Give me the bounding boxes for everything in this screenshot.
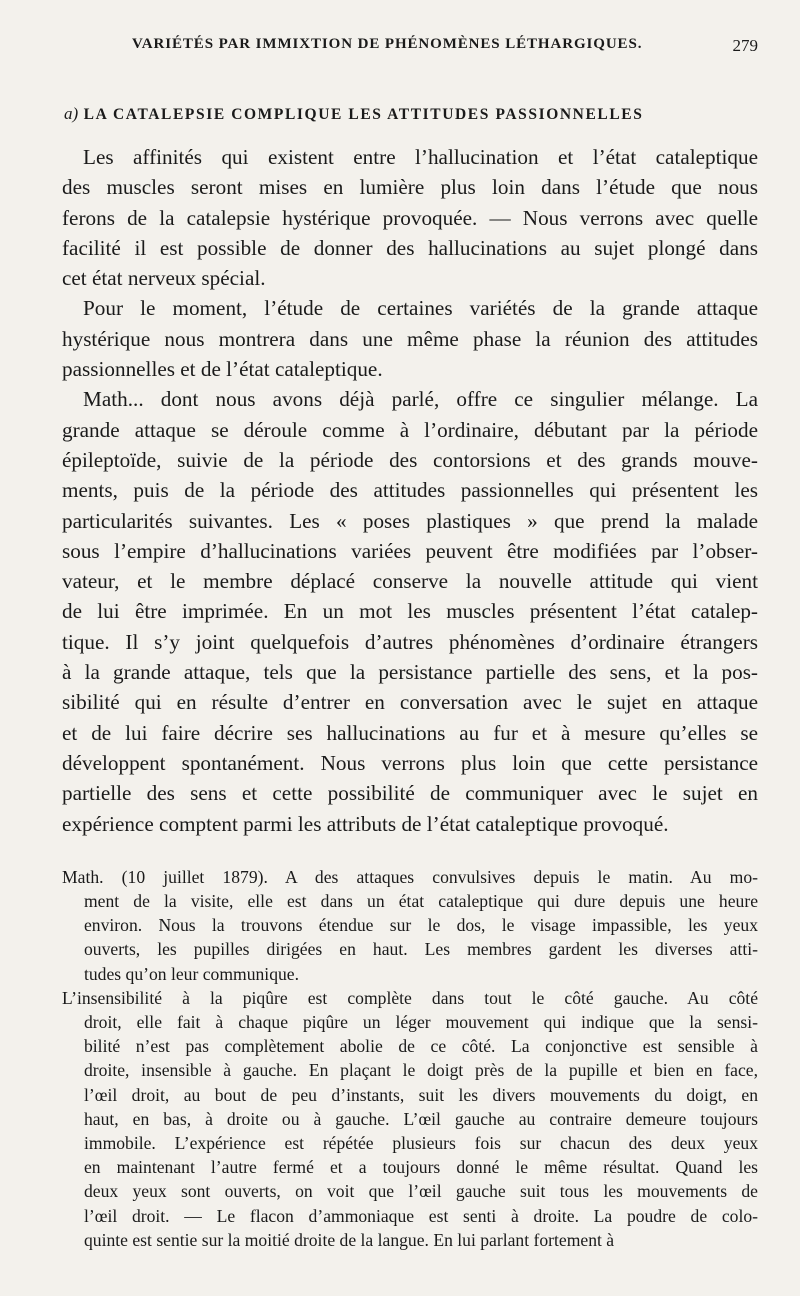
main-line: particularités suivantes. Les « poses plastiques » que prend la malade [62,508,758,533]
observation-line: ouverts, les pupilles dirigées en haut. Les membres gardent les diverses atti- [84,939,758,960]
observation-text [62,865,758,1252]
observation-line: l’œil droit, au bout de peu d’instants, suit les divers mouvements du doigt, en [84,1084,758,1105]
main-line: hystérique nous montrera dans une même phase la réunion des attitudes [62,326,758,351]
main-paragraph [62,142,758,293]
main-line: des muscles seront mises en lumière plus loin dans l’étude que nous [62,175,758,200]
main-body-text [62,142,758,839]
main-line: et de lui faire décrire ses hallucinations au fur et à mesure qu’elles se [62,720,758,745]
observation-line: deux yeux sont ouverts, on voit que l’œil gauche suit tous les mouvements de [84,1181,758,1202]
observation-line: l’œil droit. — Le flacon d’ammoniaque est senti à droite. La poudre de colo- [84,1205,758,1226]
main-paragraph [62,293,758,384]
observation-line: L’insensibilité à la piqûre est complète dans tout le côté gauche. Au côté [62,987,758,1008]
running-title: VARIÉTÉS PAR IMMIXTION DE PHÉNOMÈNES LÉTHARGIQUES. [132,36,643,52]
observation-line: ment de la visite, elle est dans un état cataleptique qui dure depuis une heure [84,891,758,912]
section-marker: a) [64,104,79,123]
main-line: expérience comptent parmi les attributs de l’état cataleptique provoqué. [62,811,669,836]
observation-line: environ. Nous la trouvons étendue sur le dos, le visage impassible, les yeux [84,915,758,936]
main-line: facilité il est possible de donner des hallucinations au sujet plongé dans [62,235,758,260]
main-line: Pour le moment, l’étude de certaines variétés de la grande attaque [83,296,758,321]
main-line: Math... dont nous avons déjà parlé, offre ce singulier mélange. La [83,387,758,412]
main-line: ments, puis de la période des attitudes passionnelles qui présentent les [62,478,758,503]
section-title: LA CATALEPSIE COMPLIQUE LES ATTITUDES PASSIONNELLES [83,106,644,123]
main-line: cet état nerveux spécial. [62,266,266,291]
observation-line: bilité n’est pas complètement abolie de ce côté. La conjonctive est sensible à [84,1036,758,1057]
main-line: tique. Il s’y joint quelquefois d’autres phénomènes d’ordinaire étrangers [62,629,758,654]
main-line: vateur, et le membre déplacé conserve la nouvelle attitude qui vient [62,569,758,594]
main-line: sibilité qui en résulte d’entrer en conversation avec le sujet en attaque [62,690,758,715]
running-head [62,28,758,62]
observation-line: haut, en bas, à droite ou à gauche. L’œil gauche au contraire demeure toujours [84,1108,758,1129]
main-paragraph [62,384,758,838]
observation-line: en maintenant l’autre fermé et a toujours donné le même résultat. Quand les [84,1157,758,1178]
section-spacing [62,839,758,865]
main-line: de lui être imprimée. En un mot les muscles présentent l’état catalep- [62,599,758,624]
observation-line: droite, insensible à gauche. En plaçant le doigt près de la pupille et bien en face, [84,1060,758,1081]
observation-paragraph [62,986,758,1252]
main-line: ferons de la catalepsie hystérique provoquée. — Nous verrons avec quelle [62,205,758,230]
main-line: partielle des sens et cette possibilité de communiquer avec le sujet en [62,781,758,806]
observation-line: tudes qu’on leur communique. [84,963,299,984]
main-line: à la grande attaque, tels que la persistance partielle des sens, et la pos- [62,660,758,685]
main-line: Les affinités qui existent entre l’hallucination et l’état cataleptique [83,145,758,169]
observation-line: immobile. L’expérience est répétée plusieurs fois sur chacun des deux yeux [84,1133,758,1154]
page-number: 279 [732,36,758,55]
main-line: grande attaque se déroule comme à l’ordinaire, débutant par la période [62,417,758,442]
observation-paragraph [62,865,758,986]
observation-line: Math. (10 juillet 1879). A des attaques convulsives depuis le matin. Au mo- [62,866,758,887]
main-line: développent spontanément. Nous verrons plus loin que cette persistance [62,750,758,775]
section-heading [62,104,758,124]
observation-line: droit, elle fait à chaque piqûre un léger mouvement qui indique que la sensi- [84,1012,758,1033]
main-line: épileptoïde, suivie de la période des contorsions et des grands mouve- [62,447,758,472]
main-line: passionnelles et de l’état cataleptique. [62,357,383,382]
observation-line: quinte est sentie sur la moitié droite de la langue. En lui parlant fortement à [84,1229,615,1250]
main-line: sous l’empire d’hallucinations variées peuvent être modifiées par l’obser- [62,538,758,563]
